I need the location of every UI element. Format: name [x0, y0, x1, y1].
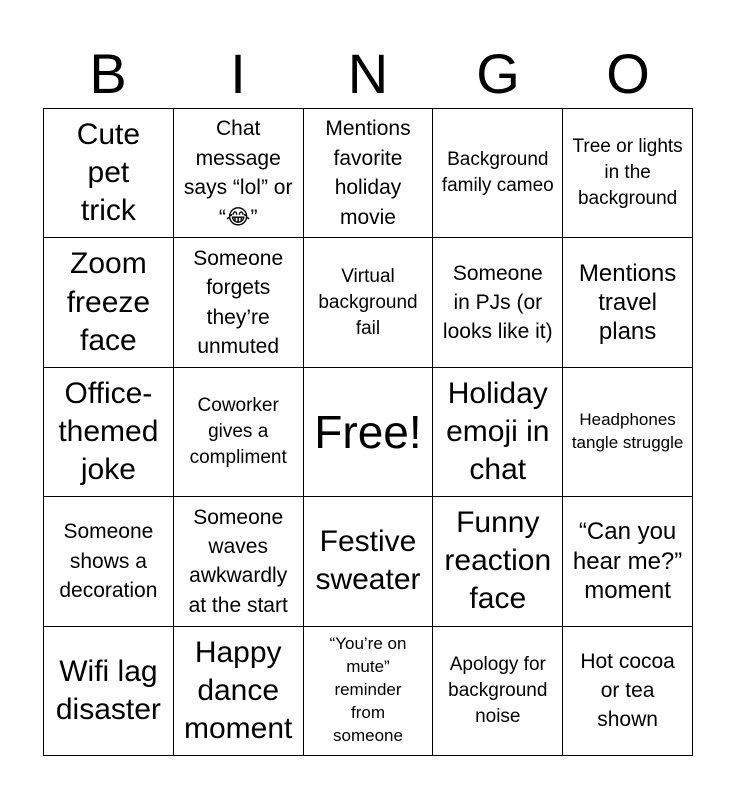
- bingo-cell[interactable]: [174, 238, 304, 367]
- bingo-cell[interactable]: [433, 627, 563, 756]
- header-letter-g: G: [476, 42, 520, 105]
- bingo-cell[interactable]: [304, 238, 434, 367]
- bingo-cell[interactable]: [304, 497, 434, 626]
- cell-text: Cute pet trick: [76, 118, 141, 228]
- cell-text: Hot cocoa or tea shown: [580, 649, 675, 732]
- cell-text: Funny reaction face: [444, 506, 552, 616]
- bingo-cell[interactable]: [563, 368, 693, 497]
- cell-text: Zoom freeze face: [66, 247, 151, 357]
- bingo-cell[interactable]: [44, 368, 174, 497]
- bingo-cell[interactable]: [174, 368, 304, 497]
- bingo-cell[interactable]: [174, 497, 304, 626]
- header-letter-o: O: [606, 42, 650, 105]
- cell-text: Someone forgets they’re unmuted: [193, 246, 284, 358]
- cell-text: Office-themed joke: [58, 376, 159, 487]
- cell-text: Someone waves awkwardly at the start: [188, 505, 288, 617]
- bingo-cell[interactable]: [44, 497, 174, 626]
- bingo-cell[interactable]: [174, 627, 304, 756]
- cell-text: Apology for background noise: [448, 654, 548, 727]
- cell-text: Mentions travel plans: [578, 259, 677, 346]
- bingo-cell[interactable]: [563, 627, 693, 756]
- bingo-board: [43, 108, 693, 756]
- free-space-cell[interactable]: [304, 368, 434, 497]
- cell-text: Happy dance moment: [184, 635, 293, 745]
- cell-text: Tree or lights in the background: [572, 136, 683, 210]
- bingo-cell[interactable]: [433, 368, 563, 497]
- cell-text: Festive sweater: [315, 525, 421, 597]
- bingo-cell[interactable]: [304, 109, 434, 238]
- bingo-cell[interactable]: [174, 109, 304, 238]
- cell-text: Coworker gives a compliment: [189, 395, 287, 468]
- cell-text: Background family cameo: [441, 149, 554, 197]
- bingo-cell[interactable]: [563, 497, 693, 626]
- cell-text: Mentions favorite holiday movie: [325, 117, 411, 229]
- cell-text: Chat message says “lol” or “😂”: [183, 117, 293, 229]
- bingo-cell[interactable]: [44, 109, 174, 238]
- cell-text: “Can you hear me?” moment: [572, 518, 683, 605]
- bingo-cell[interactable]: [563, 109, 693, 238]
- bingo-cell[interactable]: [563, 238, 693, 367]
- bingo-cell[interactable]: [44, 627, 174, 756]
- bingo-cell[interactable]: [44, 238, 174, 367]
- cell-text: Someone shows a decoration: [59, 520, 158, 603]
- cell-text: Headphones tangle struggle: [571, 410, 684, 452]
- free-space-text: Free!: [314, 405, 422, 458]
- cell-text: Holiday emoji in chat: [446, 376, 550, 487]
- header-letter-i: I: [230, 42, 246, 105]
- header-letter-b: B: [89, 42, 127, 105]
- header-letter-n: N: [347, 42, 389, 105]
- bingo-cell[interactable]: [433, 497, 563, 626]
- cell-text: Someone in PJs (or looks like it): [442, 261, 553, 344]
- bingo-cell[interactable]: [433, 238, 563, 367]
- bingo-cell[interactable]: [433, 109, 563, 238]
- cell-text: Virtual background fail: [318, 265, 418, 339]
- bingo-header: [43, 40, 693, 108]
- cell-text: Wifi lag disaster: [55, 654, 161, 726]
- cell-text: “You’re on mute” reminder from someone: [329, 634, 407, 746]
- bingo-cell[interactable]: [304, 627, 434, 756]
